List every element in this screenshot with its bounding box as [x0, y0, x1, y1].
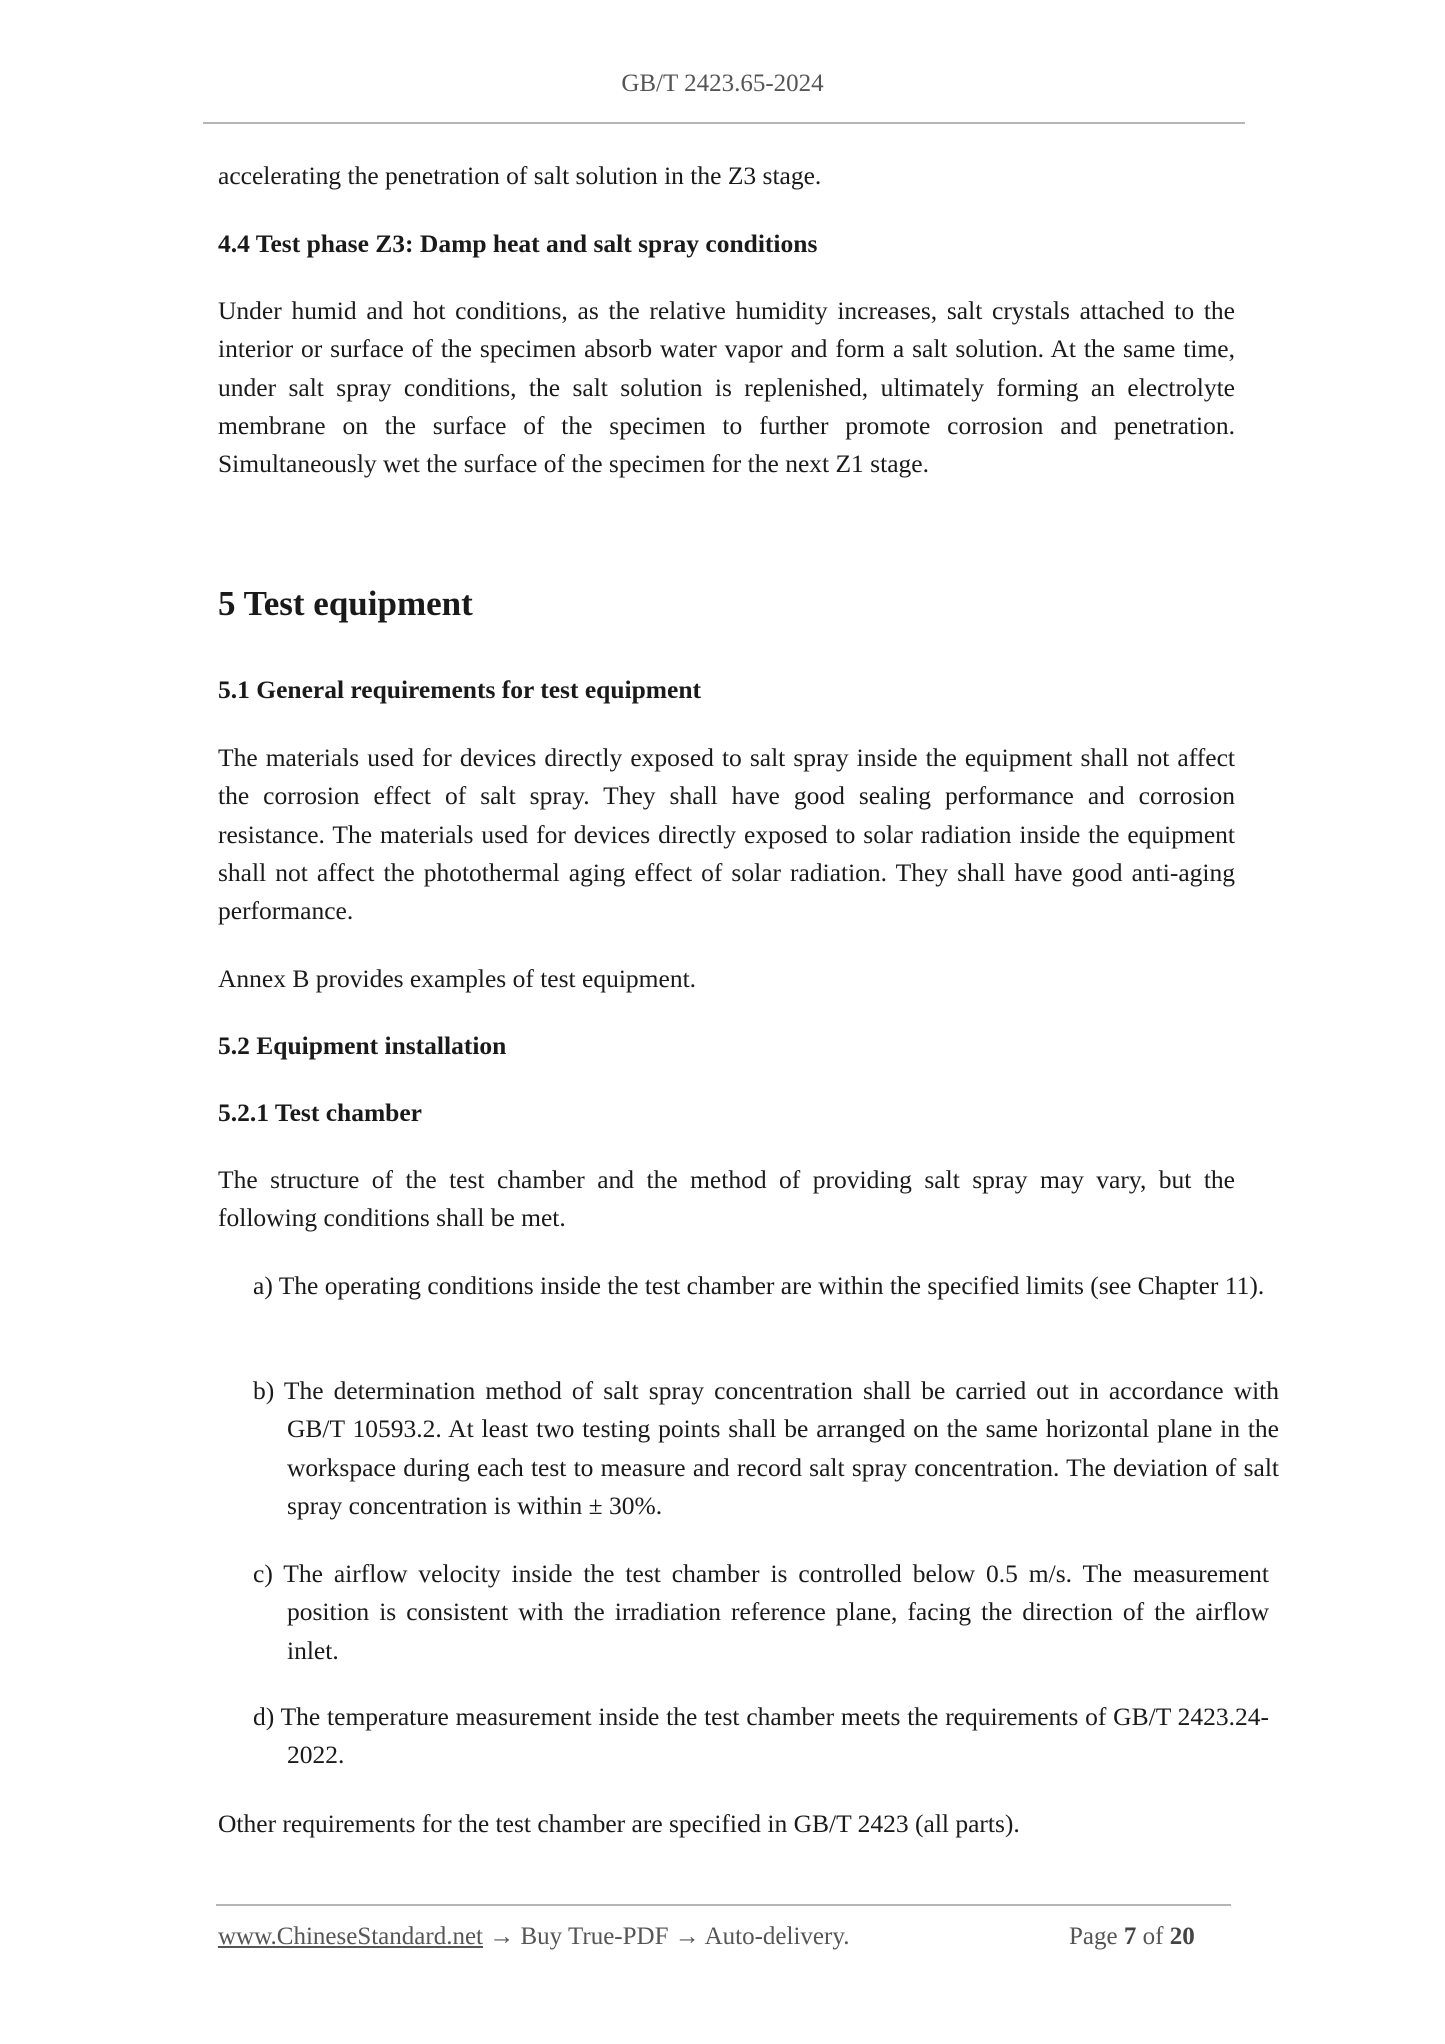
paragraph-annex: Annex B provides examples of test equipment.	[218, 964, 697, 993]
footer-promo	[218, 1923, 849, 1951]
page-number	[1069, 1923, 1195, 1951]
list-item-a: a) The operating conditions inside the test chamber are within the specified limits (see Chapter 11).	[253, 1271, 1265, 1300]
paragraph-5-1: The materials used for devices directly exposed to salt spray inside the equipment shall not affect the corrosion effect of salt spray. They shall have good sealing performance and corrosion resistance. The materials used for devices directly exposed to solar radiation inside the equipment shall not affect the photothermal aging effect of solar radiation. They shall have good anti-aging performance.	[218, 743, 1235, 926]
list-item-c: c) The airflow velocity inside the test chamber is controlled below 0.5 m/s. The measurement position is consistent with the irradiation reference plane, facing the direction of the airflow inlet.	[253, 1559, 1269, 1665]
heading-5-2: 5.2 Equipment installation	[218, 1031, 507, 1060]
delivery-text: Auto-delivery.	[704, 1923, 850, 1950]
running-header: GB/T 2423.65-2024	[621, 70, 824, 97]
of-label: of	[1142, 1923, 1164, 1950]
footer-divider	[216, 1904, 1231, 1906]
arrow-right-icon: →	[489, 1923, 515, 1950]
heading-5-1: 5.1 General requirements for test equipment	[218, 675, 702, 704]
website-link[interactable]: www.ChineseStandard.net	[218, 1923, 483, 1950]
buy-text: Buy True-PDF	[520, 1923, 669, 1950]
heading-4-4: 4.4 Test phase Z3: Damp heat and salt spray conditions	[218, 229, 818, 258]
paragraph-4-4: Under humid and hot conditions, as the relative humidity increases, salt crystals attached to the interior or surface of the specimen absorb water vapor and form a salt solution. At the same time, under salt spray conditions, the salt solution is replenished, ultimately forming an electrolyte membrane on the surface of the specimen to further promote corrosion and penetration. Simultaneously wet the surface of the specimen for the next Z1 stage.	[218, 296, 1235, 479]
paragraph-other: Other requirements for the test chamber are specified in GB/T 2423 (all parts).	[218, 1809, 1020, 1838]
page-label: Page	[1069, 1923, 1118, 1950]
paragraph-continued: accelerating the penetration of salt solution in the Z3 stage.	[218, 161, 822, 190]
header-divider	[203, 122, 1245, 124]
arrow-right-icon: →	[674, 1923, 700, 1950]
heading-5: 5 Test equipment	[218, 584, 473, 623]
list-item-b: b) The determination method of salt spray concentration shall be carried out in accordance with GB/T 10593.2. At least two testing points shall be arranged on the same horizontal plane in the workspace during each test to measure and record salt spray concentration. The deviation of salt spray concentration is within ± 30%.	[253, 1376, 1279, 1520]
page-total: 20	[1169, 1923, 1195, 1950]
list-item-d: d) The temperature measurement inside the test chamber meets the requirements of GB/T 2423.24-2022.	[253, 1702, 1269, 1770]
heading-5-2-1: 5.2.1 Test chamber	[218, 1098, 422, 1127]
paragraph-5-2-1: The structure of the test chamber and the method of providing salt spray may vary, but the following conditions shall be met.	[218, 1165, 1235, 1233]
page-current: 7	[1123, 1923, 1137, 1950]
